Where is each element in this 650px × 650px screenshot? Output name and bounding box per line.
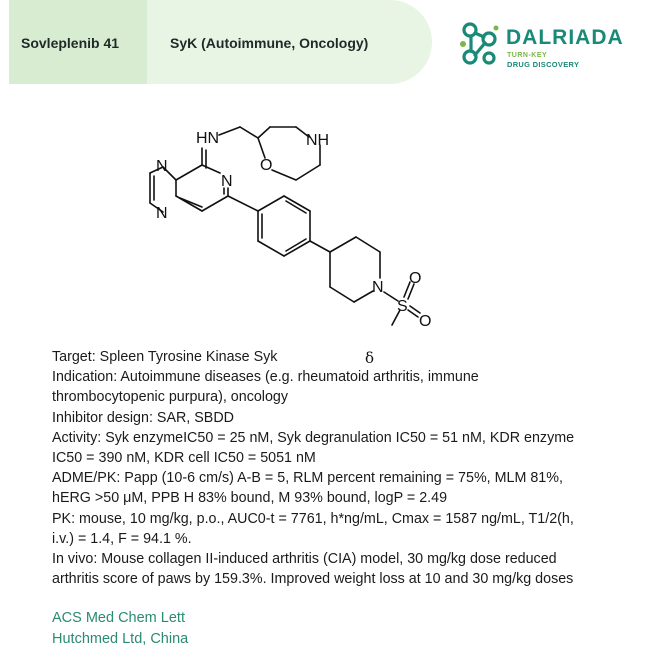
target-title: SyK (Autoimmune, Oncology): [170, 35, 369, 51]
header-accent: [0, 0, 9, 84]
n-label-3: N: [221, 173, 233, 190]
reference: [52, 608, 188, 649]
n-label-1: N: [156, 158, 168, 175]
logo-icon: [458, 20, 502, 68]
info-line: i.v.) = 1.4, F = 94.1 %.: [52, 530, 192, 547]
info-line: ADME/PK: Papp (10-6 cm/s) A-B = 5, RLM percent remaining = 75%, MLM 81%,: [52, 470, 563, 487]
info-line: arthritis score of paws by 159.3%. Improved weight loss at 10 and 30 mg/kg doses: [52, 571, 574, 588]
logo-name: DALRIADA: [506, 26, 624, 49]
oxygen-label-1: O: [409, 270, 422, 287]
reference-journal: ACS Med Chem Lett: [52, 610, 185, 626]
sulfur-label: S: [397, 298, 408, 315]
reference-company: Hutchmed Ltd, China: [52, 630, 189, 647]
o-ring-label: O: [260, 157, 273, 174]
piperidine-n-label: N: [372, 279, 384, 296]
compound-info: [52, 347, 642, 589]
chemical-structure: [120, 110, 450, 340]
delta-symbol: δ: [365, 349, 375, 367]
info-line: Indication: Autoimmune diseases (e.g. rheumatoid arthritis, immune: [52, 369, 479, 386]
info-line: In vivo: Mouse collagen II-induced arthritis (CIA) model, 30 mg/kg dose reduced: [52, 551, 557, 568]
logo-tagline-bottom: DRUG DISCOVERY: [507, 60, 580, 69]
info-line: IC50 = 390 nM, KDR cell IC50 = 5051 nM: [52, 450, 316, 467]
info-line: Activity: Syk enzymeIC50 = 25 nM, Syk degranulation IC50 = 51 nM, KDR enzyme: [52, 429, 575, 446]
hn-label: HN: [196, 130, 220, 147]
info-line: thrombocytopenic purpura), oncology: [52, 389, 289, 406]
oxygen-label-2: O: [419, 313, 432, 330]
info-line: Target: Spleen Tyrosine Kinase Syk: [52, 349, 278, 365]
compound-name: Sovleplenib 41: [21, 35, 120, 51]
nh-label: NH: [306, 132, 330, 149]
info-line: PK: mouse, 10 mg/kg, p.o., AUC0-t = 7761, h*ng/mL, Cmax = 1587 ng/mL, T1/2(h,: [52, 510, 574, 527]
n-label-2: N: [156, 205, 168, 222]
info-line: hERG >50 μM, PPB H 83% bound, M 93% bound, logP = 2.49: [52, 490, 448, 507]
info-line: Inhibitor design: SAR, SBDD: [52, 409, 234, 426]
company-logo: [458, 20, 634, 70]
logo-tagline-top: TURN-KEY: [507, 52, 548, 59]
